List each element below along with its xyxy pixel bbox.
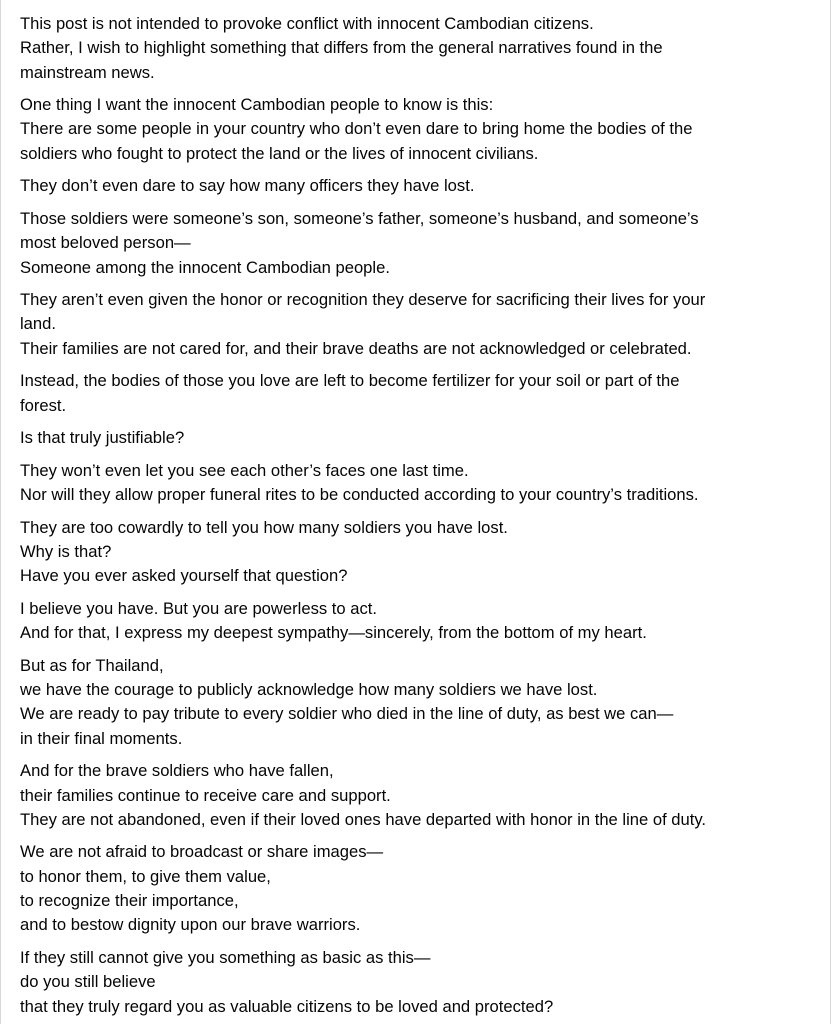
post-text-line: Nor will they allow proper funeral rites to be conducted according to your country’s traditions. xyxy=(20,485,699,505)
post-text-line: mainstream news. xyxy=(20,62,155,82)
post-text-line: land. xyxy=(20,314,56,334)
post-text-line: Those soldiers were someone’s son, someone’s father, someone’s husband, and someone’s xyxy=(20,208,699,228)
post-paragraph xyxy=(20,759,820,832)
post-text-line: most beloved person— xyxy=(20,233,191,253)
post-paragraph xyxy=(20,12,820,85)
post-paragraph xyxy=(20,459,820,508)
post-text-line: There are some people in your country who don’t even dare to bring home the bodies of the xyxy=(20,119,693,139)
post-text-line: We are not afraid to broadcast or share images— xyxy=(20,842,384,862)
post-text-line: We are ready to pay tribute to every soldier who died in the line of duty, as best we can— xyxy=(20,704,674,724)
post-text-line: and to bestow dignity upon our brave warriors. xyxy=(20,915,361,935)
post-paragraph xyxy=(20,654,820,751)
post-text-line: I believe you have. But you are powerless to act. xyxy=(20,598,377,618)
post-text-line: to recognize their importance, xyxy=(20,891,239,911)
post-text-line: And for the brave soldiers who have fallen, xyxy=(20,761,334,781)
post-text-line: This post is not intended to provoke conflict with innocent Cambodian citizens. xyxy=(20,14,594,33)
post-paragraph xyxy=(20,516,820,589)
post-text-line: If they still cannot give you something as basic as this— xyxy=(20,947,431,967)
post-text-line: to honor them, to give them value, xyxy=(20,866,271,886)
post-text-line: They are too cowardly to tell you how many soldiers you have lost. xyxy=(20,517,508,537)
post-paragraph xyxy=(20,174,820,198)
post-paragraph xyxy=(20,369,820,418)
post-paragraph xyxy=(20,597,820,646)
post-text-line: Have you ever asked yourself that question? xyxy=(20,566,348,586)
post-text-line: their families continue to receive care and support. xyxy=(20,785,391,805)
post-text-line: Is that truly justifiable? xyxy=(20,428,185,448)
post-text-line: They don’t even dare to say how many officers they have lost. xyxy=(20,176,475,196)
post-text-line: And for that, I express my deepest sympathy—sincerely, from the bottom of my heart. xyxy=(20,623,647,643)
post-paragraph xyxy=(20,288,820,361)
post-text-line: do you still believe xyxy=(20,972,156,992)
post-text-line: soldiers who fought to protect the land or the lives of innocent civilians. xyxy=(20,143,539,163)
post-text-line: They are not abandoned, even if their loved ones have departed with honor in the line of duty. xyxy=(20,809,707,829)
post-text-line: forest. xyxy=(20,395,67,415)
post-text-line: Rather, I wish to highlight something that differs from the general narratives found in the xyxy=(20,38,663,58)
post-text-line: They aren’t even given the honor or recognition they deserve for sacrificing their lives for your xyxy=(20,290,706,310)
post-paragraph xyxy=(20,207,820,280)
post-text-line: One thing I want the innocent Cambodian people to know is this: xyxy=(20,95,494,115)
post-text-line: Someone among the innocent Cambodian people. xyxy=(20,257,390,277)
post-text-line: we have the courage to publicly acknowledge how many soldiers we have lost. xyxy=(20,680,598,700)
post-text-line: Why is that? xyxy=(20,542,112,562)
post-paragraph xyxy=(20,426,820,450)
post-text-line: in their final moments. xyxy=(20,728,183,748)
post-paragraph xyxy=(20,93,820,166)
post-text-line: But as for Thailand, xyxy=(20,655,164,675)
post-text-line: They won’t even let you see each other’s faces one last time. xyxy=(20,460,469,480)
post-paragraph xyxy=(20,840,820,937)
post-paragraph xyxy=(20,946,820,1019)
post-text-line: Their families are not cared for, and their brave deaths are not acknowledged or celebrated. xyxy=(20,338,692,358)
post-text-line: that they truly regard you as valuable citizens to be loved and protected? xyxy=(20,996,554,1016)
post-text-line: Instead, the bodies of those you love are left to become fertilizer for your soil or part of the xyxy=(20,371,680,391)
